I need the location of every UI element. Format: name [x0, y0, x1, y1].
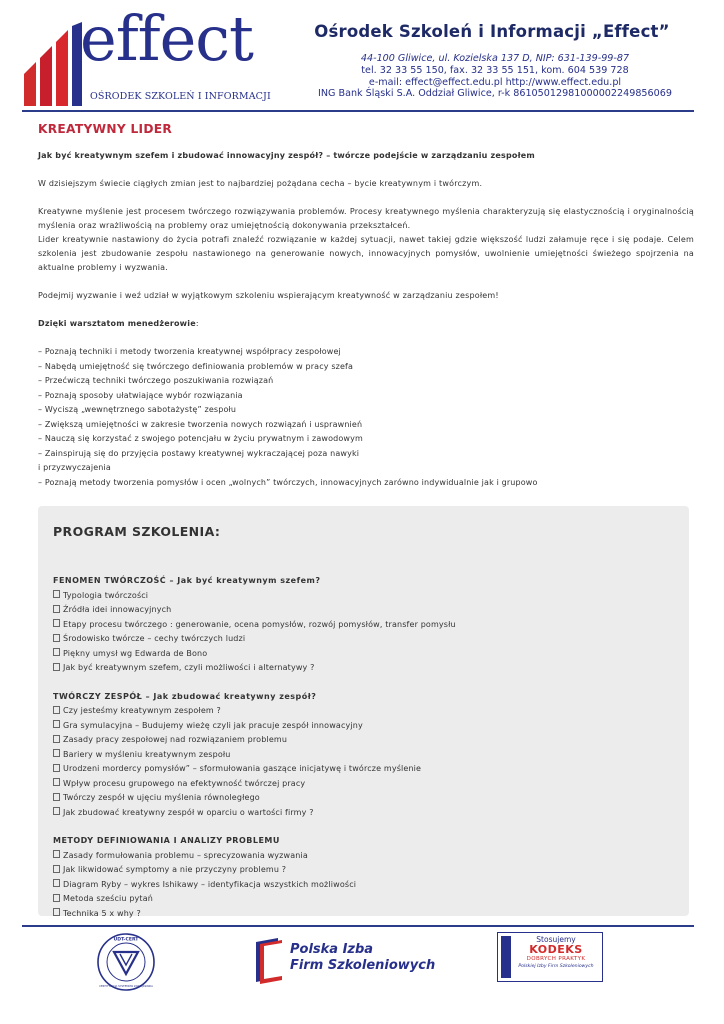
benefit-item: i przyzwyczajenia [38, 463, 111, 472]
paragraph-challenge: Podejmij wyzwanie i weź udział w wyjątkowym szkoleniu wspierającym kreatywność w zarządzaniu zespołem! [38, 291, 499, 300]
program-section-heading: METODY DEFINIOWANIA I ANALIZY PROBLEMU [53, 836, 280, 845]
checkbox-bullet-icon [53, 778, 60, 786]
checkbox-bullet-icon [53, 908, 60, 916]
pifs-book-icon [252, 938, 286, 984]
program-item-text: Jak likwidować symptomy a nie przyczyny problemu ? [63, 865, 287, 874]
checkbox-bullet-icon [53, 706, 60, 714]
program-list-item [53, 777, 673, 792]
checkbox-bullet-icon [53, 850, 60, 858]
program-list-item [53, 719, 673, 734]
checkbox-bullet-icon [53, 764, 60, 772]
cert-bottom-text: CERTYFIKACJA SYSTEMÓW ZARZĄDZANIA [99, 985, 153, 988]
benefits-list [38, 345, 694, 490]
benefit-item: – Nabędą umiejętność się twórczego definiowania problemów w pracy szefa [38, 361, 354, 371]
kodeks-title: KODEKS [529, 943, 583, 956]
pifs-logo [252, 938, 436, 984]
header-divider [22, 110, 694, 112]
kodeks-badge [497, 932, 603, 982]
benefit-item: – Zainspirują się do przyjęcia postawy kreatywnej wykraczającej poza nawyki [38, 448, 360, 458]
program-list-item [53, 878, 673, 893]
program-list-item [53, 733, 673, 748]
program-list-item [53, 704, 673, 719]
program-item-text: Zasady formułowania problemu – sprecyzowania wyzwania [63, 850, 308, 860]
course-description [38, 120, 694, 490]
program-list-item [53, 589, 673, 604]
phone-line: tel. 32 33 55 150, fax. 32 33 55 151, kom. 604 539 728 [361, 64, 629, 76]
program-item-text: Środowisko twórcze – cechy twórczych ludzi [63, 634, 246, 643]
benefits-heading: Dzięki warsztatom menedżerowie: [38, 319, 199, 328]
checkbox-bullet-icon [53, 793, 60, 801]
checkbox-bullet-icon [53, 807, 60, 815]
checkbox-bullet-icon [53, 619, 60, 627]
address-line: 44-100 Gliwice, ul. Kozielska 137 D, NIP: 631-139-99-87 [360, 53, 630, 64]
program-list-item [53, 791, 673, 806]
program-list-item [53, 849, 673, 864]
program-item-text: Jak zbudować kreatywny zespół w oparciu o wartości firmy ? [63, 807, 314, 817]
checkbox-bullet-icon [53, 735, 60, 743]
program-item-text: Bariery w myśleniu kreatywnym zespołu [63, 749, 231, 759]
program-list-item [53, 632, 673, 647]
intro-paragraph: W dzisiejszym świecie ciągłych zmian jest to najbardziej pożądana cecha – bycie kreatywnym i twórczym. [38, 179, 483, 188]
program-item-text: Jak być kreatywnym szefem, czyli możliwości i alternatywy ? [63, 663, 315, 672]
benefit-item: – Wyciszą „wewnętrznego sabotażystę” zespołu [38, 405, 237, 414]
benefit-item: – Poznają metody tworzenia pomysłów i ocen „wolnych” twórczych, innowacyjnych zarówno indywidualnie jak i grupowo [38, 477, 538, 487]
checkbox-bullet-icon [53, 663, 60, 671]
logo-subtitle: OŚRODEK SZKOLEŃ I INFORMACJI [90, 91, 271, 102]
checkbox-bullet-icon [53, 865, 60, 873]
program-item-text: Urodzeni mordercy pomysłów” – sformułowania gaszące inicjatywę i twórcze myślenie [63, 764, 422, 773]
pifs-line2: Firm Szkoleniowych [290, 958, 436, 973]
benefit-item: – Zwiększą umiejętności w zakresie tworzenia nowych rozwiązań i usprawnień [38, 419, 363, 429]
program-item-text: Wpływ procesu grupowego na efektywność twórczej pracy [63, 778, 306, 788]
kodeks-sub: DOBRYCH PRAKTYK [526, 956, 586, 962]
footer-logos [0, 930, 724, 1024]
program-item-text: Źródła idei innowacyjnych [63, 605, 172, 614]
benefit-item: – Nauczą się korzystać z swojego potencjału w życiu prywatnym i zawodowym [38, 434, 363, 443]
program-item-text: Technika 5 x why ? [63, 908, 141, 918]
program-list-item [53, 806, 673, 821]
benefit-item: – Poznają sposoby ułatwiające wybór rozwiązania [38, 390, 243, 400]
program-box [38, 506, 689, 916]
program-list-item [53, 647, 673, 662]
kodeks-stripe-icon [501, 936, 511, 978]
program-list-item [53, 748, 673, 763]
checkbox-bullet-icon [53, 648, 60, 656]
company-block [292, 22, 692, 100]
program-item-text: Typologia twórczości [63, 590, 149, 600]
program-item-text: Zasady pracy zespołowej nad rozwiązaniem problemu [63, 735, 288, 744]
program-title: PROGRAM SZKOLENIA: [53, 524, 221, 539]
program-list-item [53, 618, 673, 633]
course-subtitle: Jak być kreatywnym szefem i zbudować innowacyjny zespół? – twórcze podejście w zarządzaniu zespołem [38, 151, 535, 160]
benefit-item: – Przećwiczą techniki twórczego poszukiwania rozwiązań [38, 376, 274, 385]
program-item-text: Metoda sześciu pytań [63, 894, 153, 903]
logo-wordmark: effect [80, 2, 253, 75]
program-item-text: Twórczy zespół w ujęciu myślenia równoległego [63, 793, 260, 802]
program-item-text: Czy jesteśmy kreatywnym zespołem ? [63, 706, 221, 715]
checkbox-bullet-icon [53, 879, 60, 887]
program-sections [53, 574, 673, 921]
program-list-item [53, 762, 673, 777]
paragraph-leader: Lider kreatywnie nastawiony do życia potrafi znaleźć rozwiązanie w każdej sytuacji, nawet takiej gdzie większość ludzi załamuje ręce i się podaje. Celem szkolenia jest zbudowanie zespołu nastawionego na generowanie nowych, innowacyjnych pomysłów, uwolnienie umiejętności świeżego spojrzenia na aktualne problemy i wyzwania. [38, 235, 694, 272]
program-section-heading: FENOMEN TWÓRCZOŚĆ – Jak być kreatywnym szefem? [53, 576, 321, 585]
checkbox-bullet-icon [53, 634, 60, 642]
program-list-item [53, 603, 673, 618]
course-title: KREATYWNY LIDER [38, 122, 173, 136]
checkbox-bullet-icon [53, 605, 60, 613]
kodeks-org: Polskiej Izby Firm Szkoleniowych [518, 964, 594, 969]
cert-top-text: UDT-CERT [113, 937, 139, 943]
benefit-item: – Poznają techniki i metody tworzenia kreatywnej współpracy zespołowej [38, 347, 341, 356]
program-item-text: Gra symulacyjna – Budujemy wieżę czyli jak pracuje zespół innowacyjny [63, 720, 363, 730]
checkbox-bullet-icon [53, 749, 60, 757]
program-item-text: Etapy procesu twórczego : generowanie, ocena pomysłów, rozwój pomysłów, transfer pomysłu [63, 619, 456, 629]
program-list-item [53, 892, 673, 907]
web-line[interactable]: e-mail: effect@effect.edu.pl http://www.effect.edu.pl [368, 76, 622, 88]
checkbox-bullet-icon [53, 720, 60, 728]
pifs-line1: Polska Izba [290, 942, 374, 957]
program-list-item [53, 907, 673, 922]
paragraph-creative-thinking: Kreatywne myślenie jest procesem twórczego rozwiązywania problemów. Procesy kreatywnego myślenia charakteryzują się elastycznością i oryginalnością myślenia oraz wrażliwością na problemy oraz umiejętnością dokonywania przekształceń. [38, 207, 694, 230]
program-item-text: Diagram Ryby – wykres Ishikawy – identyfikacja wszystkich możliwości [63, 879, 357, 889]
bank-line: ING Bank Śląski S.A. Oddział Gliwice, r-k 86105012981000002249856069 [318, 88, 672, 100]
program-section-heading: TWÓRCZY ZESPÓŁ – Jak zbudować kreatywny zespół? [53, 691, 317, 701]
program-item-text: Piękny umysł wg Edwarda de Bono [63, 648, 208, 658]
udt-cert-seal-icon [96, 932, 156, 992]
kodeks-stosujemy: Stosujemy [536, 935, 576, 944]
program-list-item [53, 863, 673, 878]
effect-logo [22, 2, 272, 110]
checkbox-bullet-icon [53, 590, 60, 598]
company-name: Ośrodek Szkoleń i Informacji „Effect” [314, 22, 670, 41]
checkbox-bullet-icon [53, 894, 60, 902]
contact-info [292, 53, 692, 100]
program-list-item [53, 661, 673, 676]
footer-divider [22, 925, 694, 927]
